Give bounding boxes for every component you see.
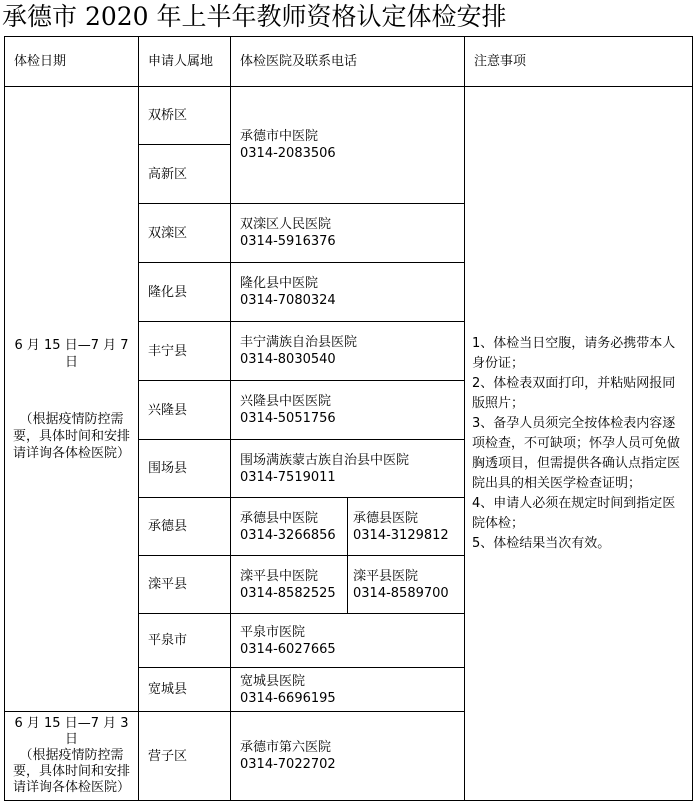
hospital-cell: [231, 381, 465, 440]
header-notes: 注意事项: [465, 37, 693, 87]
hospital-name: 平泉市医院: [240, 624, 306, 640]
hospital-name: 兴隆县中医医院: [240, 394, 332, 409]
hospital-cell: [231, 204, 465, 263]
hospital-phone: 0314-6696195: [240, 690, 336, 706]
date-range-1: 6 月 15 日—7 月 7 日: [14, 337, 129, 370]
note-item: 5、体检结果当次有效。: [472, 535, 611, 551]
hospital-name: 承德市第六医院: [240, 740, 332, 755]
hospital-phone: 0314-7022702: [240, 757, 336, 772]
hospital-name: 滦平县医院: [353, 568, 419, 584]
hospital-phone: 0314-5916376: [240, 234, 336, 249]
hospital-phone: 0314-7519011: [240, 469, 336, 485]
hospital-name: 承德县医院: [353, 510, 419, 526]
note-item: 1、体检当日空腹，请务必携带本人身份证；: [472, 335, 676, 371]
hospital-phone: 0314-7080324: [240, 293, 336, 308]
hospital-cell: [231, 668, 465, 712]
schedule-table: [4, 36, 693, 801]
note-item: 3、备孕人员须完全按体检表内容逐项检查，不可缺项；怀孕人员可免做胸透项目，但需提供各确认点指定医院出具的相关医学检查证明；: [472, 415, 681, 491]
hospital-cell: [231, 712, 465, 801]
date-cell-2: [5, 712, 139, 801]
region-cell: 平泉市: [139, 614, 231, 668]
region-cell: 围场县: [139, 440, 231, 498]
hospital-cell: [231, 322, 465, 381]
hospital-name: 承德市中医院: [240, 129, 319, 144]
hospital-name: 围场满族蒙古族自治县中医院: [240, 452, 410, 468]
hospital-phone: 0314-6027665: [240, 641, 336, 657]
hospital-cell: [231, 87, 465, 204]
header-region: 申请人属地: [139, 37, 231, 87]
hospital-cell: [231, 263, 465, 322]
hospital-name: 承德县中医院: [240, 510, 319, 526]
region-cell: 承德县: [139, 498, 231, 556]
notes-cell: [465, 87, 693, 801]
header-hospital: 体检医院及联系电话: [231, 37, 465, 87]
hospital-phone: 0314-8582525: [240, 585, 336, 601]
region-cell: 双滦区: [139, 204, 231, 263]
note-item: 4、申请人必须在规定时间到指定医院体检；: [472, 495, 676, 531]
region-cell: 营子区: [139, 712, 231, 801]
hospital-cell: [231, 498, 348, 556]
hospital-name: 丰宁满族自治县医院: [240, 335, 358, 350]
hospital-phone: 0314-8030540: [240, 352, 336, 367]
region-cell: 隆化县: [139, 263, 231, 322]
note-item: 2、体检表双面打印，并粘贴网报同版照片；: [472, 375, 676, 411]
hospital-phone: 0314-5051756: [240, 411, 336, 426]
date-range-2: 6 月 15 日—7 月 3 日: [14, 716, 129, 747]
region-cell: 滦平县: [139, 556, 231, 614]
hospital-name: 隆化县中医院: [240, 276, 319, 291]
hospital-phone: 0314-3129812: [353, 527, 449, 543]
date-note-1: （根据疫情防控需要，具体时间和安排请详询各体检医院）: [12, 411, 130, 461]
region-cell: 双桥区: [139, 87, 231, 145]
region-cell: 宽城县: [139, 668, 231, 712]
hospital-phone: 0314-2083506: [240, 146, 336, 161]
hospital-name: 滦平县中医院: [240, 568, 319, 584]
hospital-phone: 0314-8589700: [353, 585, 449, 601]
hospital-cell: [348, 556, 465, 614]
hospital-phone: 0314-3266856: [240, 527, 336, 543]
region-cell: 兴隆县: [139, 381, 231, 440]
table-header-row: [5, 37, 693, 87]
hospital-cell: [231, 614, 465, 668]
date-cell-1: [5, 87, 139, 712]
table-row: [5, 87, 693, 145]
hospital-cell: [231, 556, 348, 614]
hospital-name: 宽城县医院: [240, 673, 306, 689]
region-cell: 高新区: [139, 145, 231, 204]
region-cell: 丰宁县: [139, 322, 231, 381]
hospital-name: 双滦区人民医院: [240, 217, 332, 232]
header-date: 体检日期: [5, 37, 139, 87]
hospital-cell: [348, 498, 465, 556]
page-title: 承德市 2020 年上半年教师资格认定体检安排: [2, 2, 507, 31]
hospital-cell: [231, 440, 465, 498]
date-note-2: （根据疫情防控需要，具体时间和安排请详询各体检医院）: [12, 748, 130, 795]
